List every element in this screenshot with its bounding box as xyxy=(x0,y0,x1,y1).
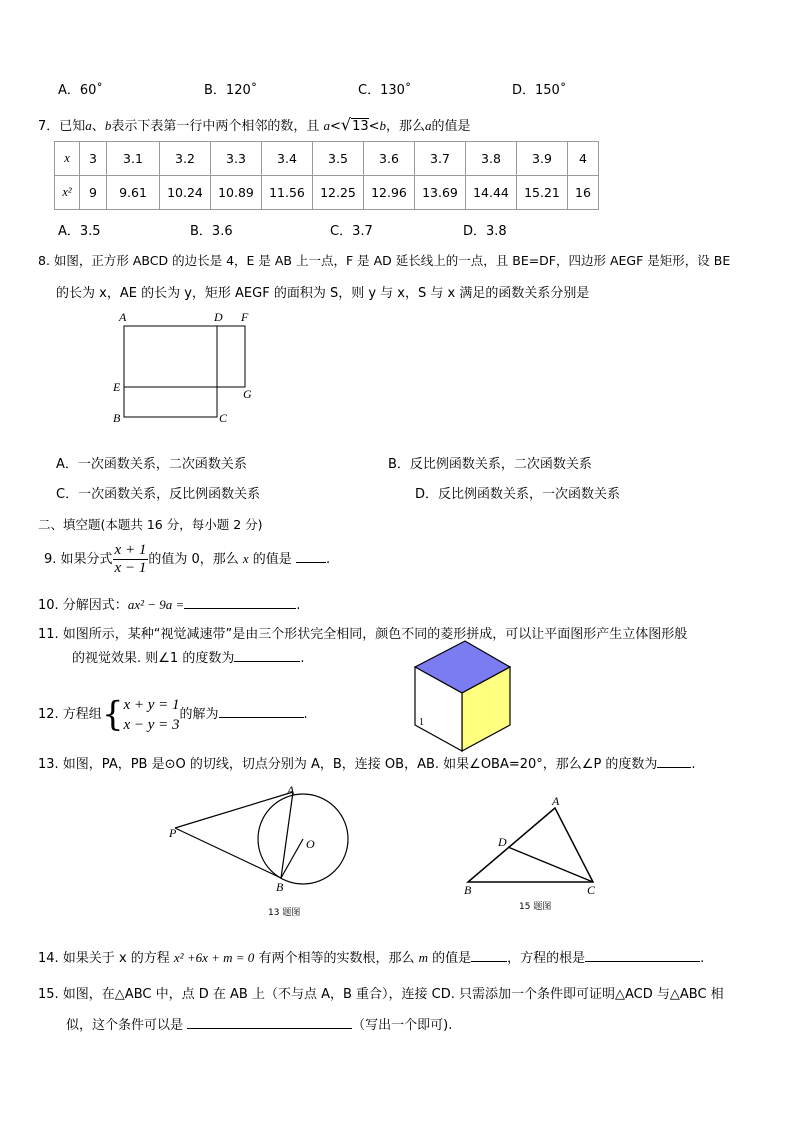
q8-option-a: A．一次函数关系，二次函数关系 xyxy=(56,457,247,472)
q12-answer-blank[interactable] xyxy=(219,705,304,718)
q15-caption: 15 题图 xyxy=(519,902,552,912)
q9: 9. 如果分式 $\frac{x + 1}{x - 1}$ 的值为 0，那么 x 的值是 . xyxy=(44,542,331,576)
tangent-pb xyxy=(175,828,281,878)
q7-option-b: B．3.6 xyxy=(190,224,233,239)
q7-option-d: D．3.8 xyxy=(463,224,507,239)
triangle-abc xyxy=(468,808,593,882)
angle-1-label: 1 xyxy=(419,717,424,728)
q14: 14. 如果关于 x 的方程 x² +6x + m = 0 有两个相等的实数根，那么 m 的值是 ，方程的根是 . xyxy=(38,950,705,966)
q9-fraction: $\frac{x + 1}{x - 1}$ xyxy=(114,542,147,576)
squares-table xyxy=(54,141,599,210)
q15-answer-blank[interactable] xyxy=(187,1016,352,1029)
sqrt-sign: √ xyxy=(340,115,352,134)
q8-option-b: B．反比例函数关系，二次函数关系 xyxy=(388,457,592,472)
label-d: D xyxy=(214,310,223,324)
q10-answer-blank[interactable] xyxy=(184,596,296,609)
q6-option-d: D．150˚ xyxy=(512,83,567,98)
q8-figure xyxy=(105,306,265,426)
q11-answer-blank[interactable] xyxy=(234,649,300,662)
q11-line1: 11. 如图所示，某种“视觉减速带”是由三个形状完全相同，颜色不同的菱形拼成，可以让平面图形产生立体图形般 xyxy=(38,627,688,642)
label-a: A xyxy=(287,783,295,797)
rect-aegf xyxy=(124,326,245,387)
square-abcd xyxy=(124,326,217,417)
q8-line1: 8. 如图，正方形 ABCD 的边长是 4，E 是 AB 上一点，F 是 AD 延长线上的一点，且 BE=DF，四边形 AEGF 是矩形，设 BE xyxy=(38,253,731,268)
q7-stem: 7．已知a、b表示下表第一行中两个相邻的数，且 a<√13<b，那么a的值是 xyxy=(38,115,471,134)
q15-line2: 似，这个条件可以是 （写出一个即可). xyxy=(66,1018,453,1033)
row-label-x: x xyxy=(55,142,80,176)
q12: 12. 方程组{ x + y = 1 x − y = 3 的解为 . xyxy=(38,694,308,735)
q11-line2: 的视觉效果. 则∠1 的度数为 . xyxy=(72,651,305,666)
q13-caption: 13 题图 xyxy=(268,908,301,918)
q7-option-a: A．3.5 xyxy=(58,224,101,239)
label-p: P xyxy=(169,826,177,840)
q13-answer-blank[interactable] xyxy=(657,755,691,768)
q14-m-blank[interactable] xyxy=(471,949,507,962)
q13: 13. 如图，PA，PB 是⊙O 的切线，切点分别为 A，B，连接 OB，AB. 如果∠OBA=20°，那么∠P 的度数为 . xyxy=(38,757,696,772)
label-b: B xyxy=(464,883,472,897)
q13-figure xyxy=(160,783,360,918)
q6-option-a: A．60˚ xyxy=(58,83,103,98)
table-row-x: x 3 3.1 3.2 3.3 3.4 3.5 3.6 3.7 3.8 3.9 4 xyxy=(55,142,599,176)
q8-line2: 的长为 x，AE 的长为 y，矩形 AEGF 的面积为 S，则 y 与 x，S 与 x 满足的函数关系分别是 xyxy=(56,286,590,301)
label-g: G xyxy=(243,387,252,401)
section-title: 二、填空题(本题共 16 分，每小题 2 分) xyxy=(38,517,263,532)
q10: 10. 分解因式：ax² − 9a = . xyxy=(38,597,301,613)
q8-option-d: D．反比例函数关系，一次函数关系 xyxy=(415,487,621,502)
label-o: O xyxy=(306,837,315,851)
segment-cd xyxy=(508,847,593,882)
q14-root-blank[interactable] xyxy=(585,949,700,962)
q8-option-c: C．一次函数关系，反比例函数关系 xyxy=(56,487,261,502)
chord-ab xyxy=(281,792,293,878)
q15-line1: 15. 如图，在△ABC 中，点 D 在 AB 上（不与点 A，B 重合），连接 CD. 只需添加一个条件即可证明△ACD 与△ABC 相 xyxy=(38,987,724,1002)
q6-option-b: B．120˚ xyxy=(204,83,258,98)
table-row-x2: x² 9 9.61 10.24 10.89 11.56 12.25 12.96 13.69 14.44 15.21 16 xyxy=(55,176,599,210)
label-f: F xyxy=(241,310,249,324)
label-a: A xyxy=(119,310,127,324)
label-b: B xyxy=(276,880,284,894)
q15-figure xyxy=(460,793,610,918)
label-c: C xyxy=(587,883,596,897)
q9-answer-blank[interactable] xyxy=(296,550,326,563)
label-b: B xyxy=(113,411,121,425)
label-a: A xyxy=(552,794,560,808)
q6-option-c: C．130˚ xyxy=(358,83,412,98)
row-label-x2: x² xyxy=(55,176,80,210)
q12-system: x + y = 1 x − y = 3 xyxy=(123,696,180,733)
label-e: E xyxy=(113,380,121,394)
q7-option-c: C．3.7 xyxy=(330,224,373,239)
label-d: D xyxy=(498,835,507,849)
label-c: C xyxy=(219,411,228,425)
cube-figure xyxy=(410,639,516,755)
tangent-pa xyxy=(175,792,293,828)
